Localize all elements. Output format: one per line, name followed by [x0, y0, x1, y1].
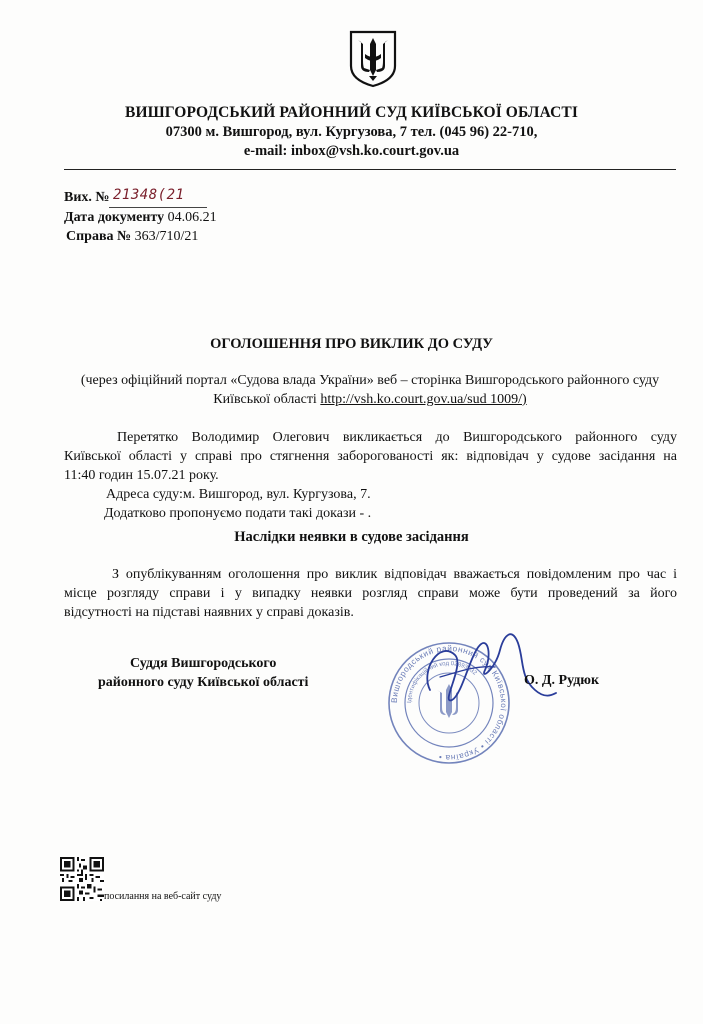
court-address: 07300 м. Вишгород, вул. Кургузова, 7 тел. (045 96) 22-710, — [165, 124, 538, 140]
case-number — [66, 227, 198, 246]
evidence-line: Додатково пропонуємо подати такі докази - . — [104, 506, 372, 521]
portal-link[interactable]: http://vsh.ko.court.gov.ua/sud 1009/) — [320, 392, 527, 407]
stamp-ring-text: Вишгородський районний суд Київської області • Україна • — [389, 643, 509, 763]
document-date — [64, 208, 217, 227]
qr-code-icon[interactable] — [60, 857, 104, 901]
court-name: ВИШГОРОДСЬКИЙ РАЙОННИЙ СУД КИЇВСЬКОЇ ОБЛАСТІ — [125, 104, 578, 121]
court-address-line: Адреса суду:м. Вишгород, вул. Кургузова, 7. — [106, 487, 371, 502]
stamp-inner-text: Ідентифікаційний код 02893232 — [406, 660, 478, 704]
case-number-label: Справа № — [66, 229, 132, 244]
header-divider — [64, 169, 676, 170]
consequences-line-1: З опублікуванням оголошення про виклик відповідач вважається повідомленим про час і — [112, 567, 677, 582]
qr-caption: посилання на веб-сайт суду — [104, 891, 222, 902]
consequences-line-3: відсутності на підставі наявних у справі доказів. — [64, 605, 354, 620]
portal-reference — [64, 371, 676, 409]
summons-line-1: Перетятко Володимир Олегович викликається до Вишгородського районного суду — [117, 430, 677, 445]
summons-line-2: Київської області у справі про стягнення заборогованості як: відповідач у судове засідання на — [64, 449, 677, 464]
case-number-value: 363/710/21 — [134, 229, 199, 244]
document-date-value: 04.06.21 — [167, 210, 217, 225]
judge-title — [98, 654, 308, 692]
judge-title-line-1: Суддя Вишгородського — [130, 656, 277, 671]
document-date-label: Дата документу — [64, 210, 165, 225]
coat-of-arms-icon — [347, 30, 399, 88]
portal-line-2: Київської області http://vsh.ko.court.gov.ua/sud 1009/) — [213, 392, 527, 407]
summons-line-3: 11:40 годин 15.07.21 року. — [64, 468, 219, 483]
judge-name: О. Д. Рудюк — [524, 673, 600, 688]
notice-title: ОГОЛОШЕННЯ ПРО ВИКЛИК ДО СУДУ — [210, 336, 493, 352]
outgoing-number-handwritten: 21348(21 — [113, 187, 185, 203]
portal-line-1: (через офіційний портал «Судова влада України» веб – сторінка Вишгородського районного суду — [80, 373, 660, 388]
consequences-title: Наслідки неявки в судове засідання — [234, 529, 469, 545]
judge-signature — [400, 615, 560, 725]
court-email: e-mail: inbox@vsh.ko.court.gov.ua — [243, 143, 460, 159]
outgoing-number-label: Вих. № — [64, 190, 110, 205]
judge-title-line-2: районного суду Київської області — [98, 675, 309, 690]
consequences-line-2: місце розгляду справи і у випадку неявки розгляд справи може бути проведений за його — [64, 586, 677, 601]
